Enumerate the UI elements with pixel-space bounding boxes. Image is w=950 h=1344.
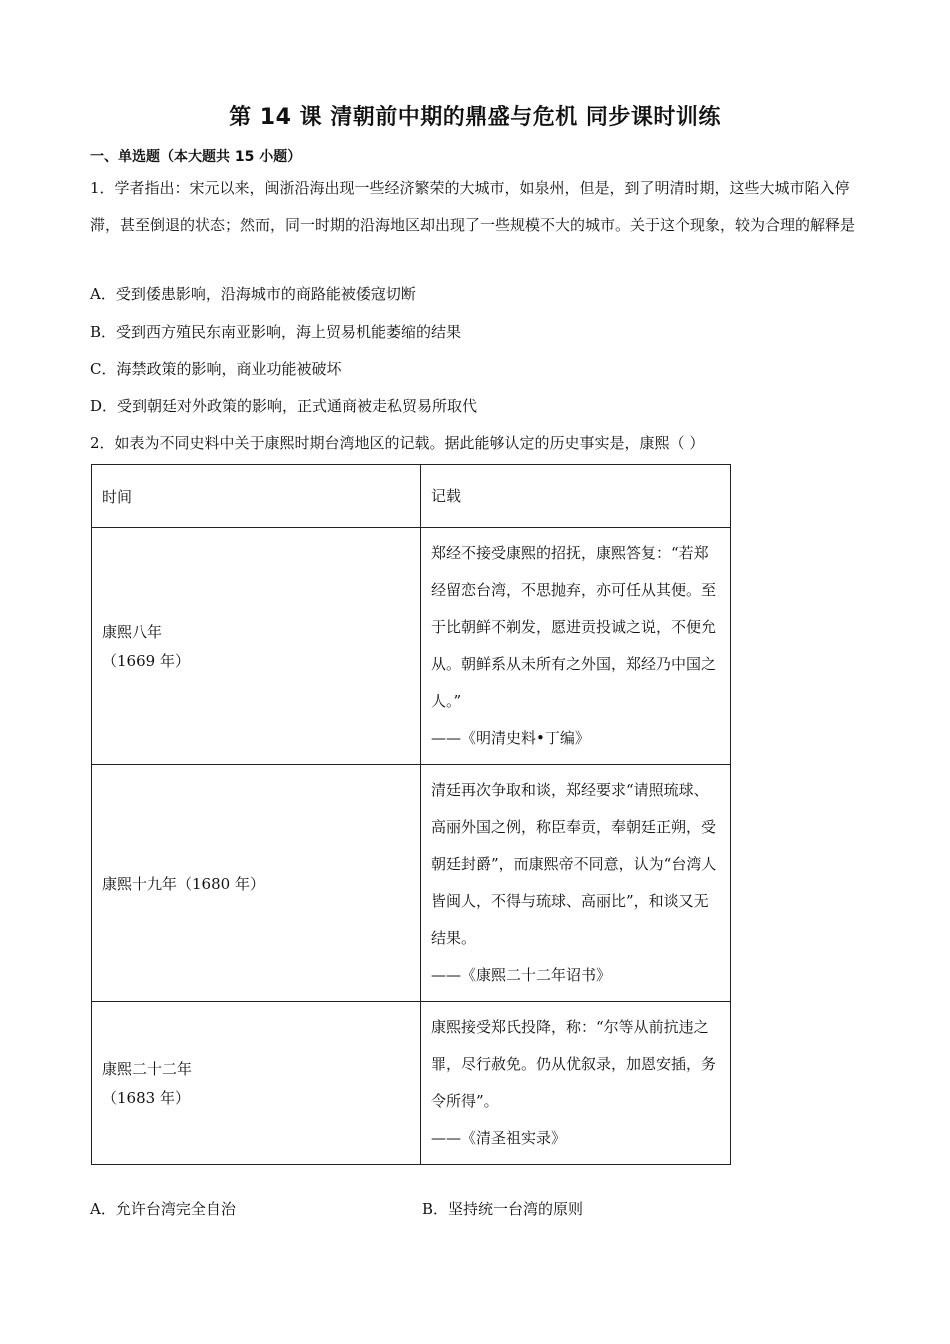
table-cell-record bbox=[421, 1002, 731, 1165]
question-2-option-a: A．允许台湾完全自治 bbox=[90, 1200, 236, 1218]
question-1-option-d: D．受到朝廷对外政策的影响，正式通商被走私贸易所取代 bbox=[90, 397, 478, 415]
table-row bbox=[92, 528, 731, 765]
question-1-stem: 1．学者指出：宋元以来，闽浙沿海出现一些经济繁荣的大城市，如泉州，但是，到了明清时期，这些大城市陷入停滞，甚至倒退的状态；然而，同一时期的沿海地区却出现了一些规模不大的城市。关于这个现象，较为合理的解释是 bbox=[90, 179, 856, 234]
record-source: ——《康熙二十二年诏书》 bbox=[431, 966, 612, 984]
time-text: 康熙八年 bbox=[102, 623, 163, 641]
question-1-option-c: C．海禁政策的影响，商业功能被破坏 bbox=[90, 360, 342, 378]
table-cell-record bbox=[421, 528, 731, 765]
record-text: 康熙接受郑氏投降，称：“尔等从前抗违之罪，尽行赦免。仍从优叙录，加恩安插，务令所得”。 bbox=[431, 1018, 717, 1110]
time-year: （1683 年） bbox=[102, 1089, 190, 1107]
table-header-row bbox=[92, 465, 731, 528]
record-source: ——《明清史料•丁编》 bbox=[431, 729, 590, 747]
table-cell-record bbox=[421, 765, 731, 1002]
record-text: 郑经不接受康熙的招抚，康熙答复：“若郑经留恋台湾，不思抛弃，亦可任从其便。至于比朝鲜不剃发，愿进贡投诚之说，不便允从。朝鲜系从未所有之外国，郑经乃中国之人。” bbox=[431, 544, 717, 710]
table-header-record: 记载 bbox=[421, 465, 731, 528]
table-cell-time bbox=[92, 1002, 421, 1165]
table-cell-time bbox=[92, 528, 421, 765]
section-heading: 一、单选题（本大题共 15 小题） bbox=[90, 149, 302, 165]
table-header-time: 时间 bbox=[92, 465, 421, 528]
history-records-table bbox=[91, 464, 731, 1165]
question-1-option-a: A．受到倭患影响，沿海城市的商路能被倭寇切断 bbox=[90, 285, 416, 303]
time-text: 康熙二十二年 bbox=[102, 1060, 193, 1078]
time-text: 康熙十九年（1680 年） bbox=[102, 874, 265, 893]
question-2-option-b: B．坚持统一台湾的原则 bbox=[422, 1200, 584, 1218]
page-title: 第 14 课 清朝前中期的鼎盛与危机 同步课时训练 bbox=[229, 105, 721, 130]
table-row bbox=[92, 765, 731, 1002]
question-2-stem: 2．如表为不同史料中关于康熙时期台湾地区的记载。据此能够认定的历史事实是，康熙（ ） bbox=[90, 434, 705, 452]
record-source: ——《清圣祖实录》 bbox=[431, 1129, 567, 1147]
table-cell-time bbox=[92, 765, 421, 1002]
question-1-option-b: B．受到西方殖民东南亚影响，海上贸易机能萎缩的结果 bbox=[90, 323, 462, 341]
time-year: （1669 年） bbox=[102, 652, 190, 670]
record-text: 清廷再次争取和谈，郑经要求“请照琉球、高丽外国之例，称臣奉贡，奉朝廷正朔，受朝廷封爵”，而康熙帝不同意，认为“台湾人皆闽人，不得与琉球、高丽比”，和谈又无结果。 bbox=[431, 781, 717, 947]
table-row bbox=[92, 1002, 731, 1165]
